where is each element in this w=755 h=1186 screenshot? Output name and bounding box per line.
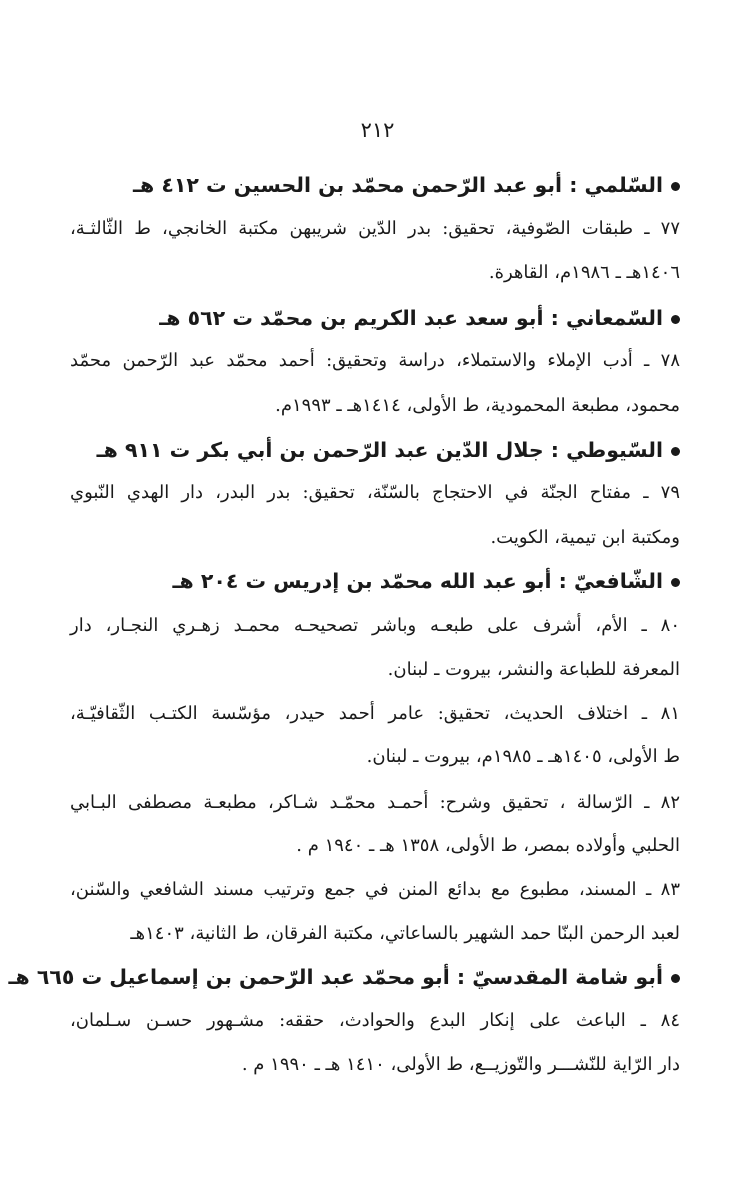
entry-78-line-1: ٧٨ ـ أدب الإملاء والاستملاء، دراسة وتحقيق: أحمد محمّد عبد الرّحمن محمّد (70, 350, 680, 371)
bullet-icon (671, 578, 680, 587)
bullet-icon (671, 447, 680, 456)
bullet-icon (671, 315, 680, 324)
entry-79-line-2: ومكتبة ابن تيمية، الكويت. (490, 527, 680, 548)
author-heading-sulami (70, 173, 680, 197)
entry-77-line-2: ١٤٠٦هـ ـ ١٩٨٦م، القاهرة. (488, 262, 680, 283)
entry-81-line-2: ط الأولى، ١٤٠٥هـ ـ ١٩٨٥م، بيروت ـ لبنان. (366, 746, 680, 767)
author-heading-text: أبو شامة المقدسيّ : أبو محمّد عبد الرّحمن بن إسماعيل ت ٦٦٥ هـ (8, 965, 663, 989)
entry-82-line-2: الحلبي وأولاده بمصر، ط الأولى، ١٣٥٨ هـ ـ ١٩٤٠ م . (296, 835, 680, 856)
bullet-icon (671, 974, 680, 983)
entry-84-line-1: ٨٤ ـ الباعث على إنكار البدع والحوادث، حققه: مشـهور حسـن سـلمان، (70, 1010, 680, 1031)
entry-80-line-1: ٨٠ ـ الأم، أشرف على طبعـه وباشر تصحيحـه محمـد زهـري النجـار، دار (70, 615, 680, 636)
entry-83-line-2: لعبد الرحمن البنّا حمد الشهير بالساعاتي، مكتبة الفرقان، ط الثانية، ١٤٠٣هـ (130, 923, 680, 944)
entry-77-line-1: ٧٧ ـ طبقات الصّوفية، تحقيق: بدر الدّين شريبهن مكتبة الخانجي، ط الثّالثـة، (70, 218, 680, 239)
entry-81-line-1: ٨١ ـ اختلاف الحديث، تحقيق: عامر أحمد حيدر، مؤسّسة الكتـب الثّقافيّـة، (70, 703, 680, 724)
entry-83-line-1: ٨٣ ـ المسند، مطبوع مع بدائع المنن في جمع وترتيب مسند الشافعي والسّنن، (70, 879, 680, 900)
entry-80-line-2: المعرفة للطباعة والنشر، بيروت ـ لبنان. (387, 659, 680, 680)
entry-78-line-2: محمود، مطبعة المحمودية، ط الأولى، ١٤١٤هـ ـ ١٩٩٣م. (275, 395, 680, 416)
author-heading-text: السّلمي : أبو عبد الرّحمن محمّد بن الحسين ت ٤١٢ هـ (133, 173, 663, 197)
entry-79-line-1: ٧٩ ـ مفتاح الجنّة في الاحتجاج بالسّنّة، تحقيق: بدر البدر، دار الهدي النّبوي (70, 482, 680, 503)
author-heading-suyuti (70, 438, 680, 462)
author-heading-text: الشّافعيّ : أبو عبد الله محمّد بن إدريس ت ٢٠٤ هـ (172, 569, 663, 593)
author-heading-abu-shama (8, 965, 680, 989)
entry-84-line-2: دار الرّاية للنّشـــر والتّوزيــع، ط الأولى، ١٤١٠ هـ ـ ١٩٩٠ م . (241, 1054, 680, 1075)
author-heading-text: السّيوطي : جلال الدّين عبد الرّحمن بن أبي بكر ت ٩١١ هـ (96, 438, 663, 462)
author-heading-samani (70, 306, 680, 330)
author-heading-shafii (70, 569, 680, 593)
page-number: ٢١٢ (360, 118, 395, 142)
bullet-icon (671, 182, 680, 191)
entry-82-line-1: ٨٢ ـ الرّسالة ، تحقيق وشرح: أحمـد محمّـد شـاكر، مطبعـة مصطفى البـابي (70, 792, 680, 813)
author-heading-text: السّمعاني : أبو سعد عبد الكريم بن محمّد ت ٥٦٢ هـ (159, 306, 663, 330)
